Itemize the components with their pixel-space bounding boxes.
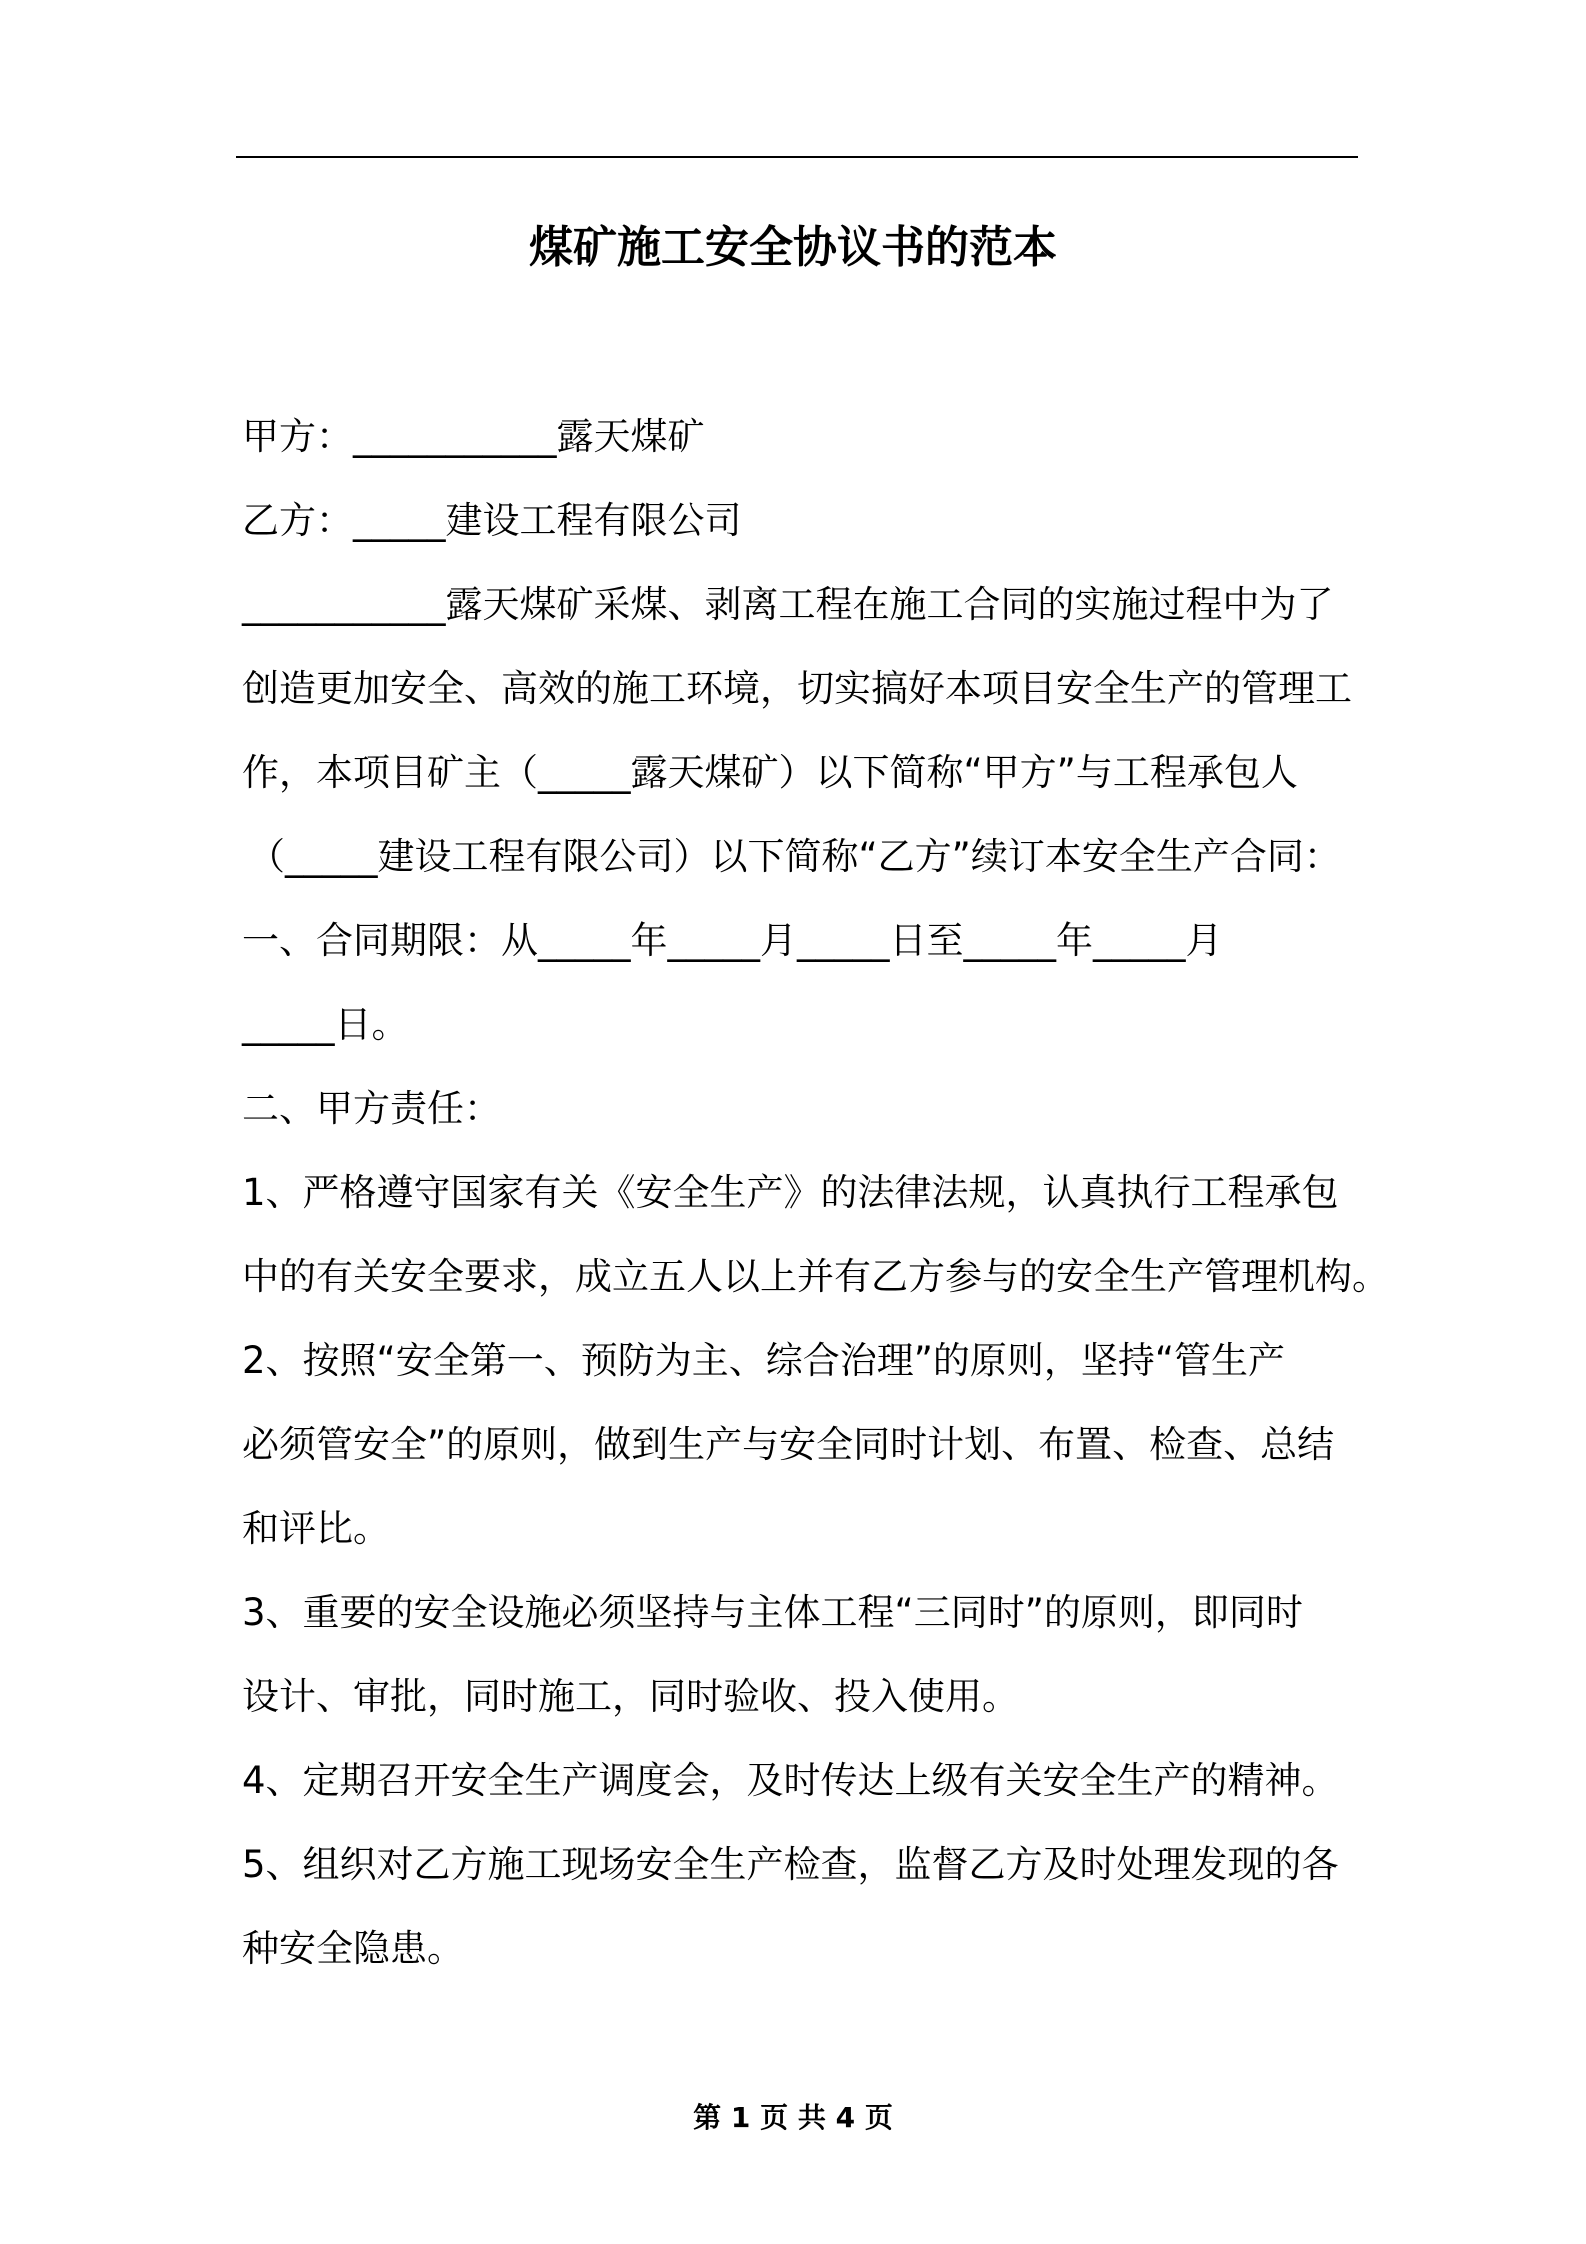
paragraph-line: （_____建设工程有限公司）以下简称“乙方”续订本安全生产合同：	[248, 835, 1341, 878]
section-heading: 二、甲方责任：	[242, 1087, 501, 1130]
clause-line: 必须管安全”的原则，做到生产与安全同时计划、布置、检查、总结	[242, 1423, 1335, 1466]
clause-line: 3、重要的安全设施必须坚持与主体工程“三同时”的原则，即同时	[242, 1591, 1303, 1634]
clause-line: 5、组织对乙方施工现场安全生产检查，监督乙方及时处理发现的各	[242, 1843, 1339, 1886]
clause-line: 2、按照“安全第一、预防为主、综合治理”的原则，坚持“管生产	[242, 1339, 1286, 1382]
document-title: 煤矿施工安全协议书的范本	[529, 222, 1057, 273]
clause-line: 4、定期召开安全生产调度会，及时传达上级有关安全生产的精神。	[242, 1759, 1339, 1802]
contract-term-line: _____日。	[242, 1003, 409, 1046]
paragraph-line: 创造更加安全、高效的施工环境，切实搞好本项目安全生产的管理工	[242, 667, 1352, 710]
clause-line: 设计、审批，同时施工，同时验收、投入使用。	[242, 1675, 1019, 1718]
clause-line: 和评比。	[242, 1507, 390, 1550]
party-b-line: 乙方：_____建设工程有限公司	[242, 499, 742, 542]
clause-line: 1、严格遵守国家有关《安全生产》的法律法规，认真执行工程承包	[242, 1171, 1339, 1214]
paragraph-line: 作，本项目矿主（_____露天煤矿）以下简称“甲方”与工程承包人	[242, 751, 1298, 794]
clause-line: 种安全隐患。	[242, 1927, 464, 1970]
page-number: 第 1 页 共 4 页	[693, 2101, 893, 2134]
contract-term-line: 一、合同期限：从_____年_____月_____日至_____年_____月	[242, 919, 1223, 962]
header-rule	[236, 156, 1358, 158]
paragraph-line: ___________露天煤矿采煤、剥离工程在施工合同的实施过程中为了	[242, 583, 1334, 626]
clause-line: 中的有关安全要求，成立五人以上并有乙方参与的安全生产管理机构。	[242, 1255, 1389, 1298]
party-a-line: 甲方：___________露天煤矿	[242, 415, 705, 458]
